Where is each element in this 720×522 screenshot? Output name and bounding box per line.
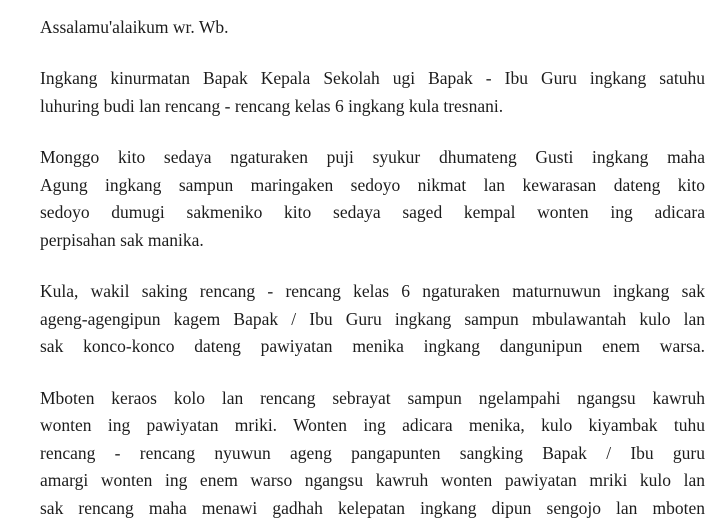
- paragraph-line: Agung ingkang sampun maringaken sedoyo nikmat lan kewarasan dateng kito: [40, 174, 705, 195]
- paragraph-line: ageng-agengipun kagem Bapak / Ibu Guru ingkang sampun mbulawantah kulo lan: [40, 308, 705, 329]
- paragraph-gratitude: [40, 144, 705, 254]
- paragraph-line: sedoyo dumugi sakmeniko kito sedaya saged kempal wonten ing adicara: [40, 202, 705, 222]
- paragraph-line: wonten ing pawiyatan mriki. Wonten ing adicara menika, kulo kiyambak tuhu: [40, 415, 705, 435]
- paragraph-apology: [40, 385, 705, 518]
- paragraph-thanks: [40, 278, 705, 361]
- paragraph-line: luhuring budi lan rencang - rencang kelas 6 ingkang kula tresnani.: [40, 95, 504, 116]
- paragraph-opening: [40, 65, 705, 120]
- paragraph-line: rencang - rencang nyuwun ageng pangapunten sangking Bapak / Ibu guru: [40, 442, 705, 463]
- paragraph-line: Monggo kito sedaya ngaturaken puji syukur dhumateng Gusti ingkang maha: [40, 147, 705, 167]
- paragraph-line: amargi wonten ing enem warso ngangsu kawruh wonten pawiyatan mriki kulo lan: [40, 470, 705, 490]
- paragraph-line: Ingkang kinurmatan Bapak Kepala Sekolah ugi Bapak - Ibu Guru ingkang satuhu: [40, 68, 705, 88]
- paragraph-line: perpisahan sak manika.: [40, 229, 204, 250]
- greeting: Assalamu'alaikum wr. Wb.: [40, 17, 229, 37]
- paragraph-line: sak rencang maha menawi gadhah kelepatan ingkang dipun sengojo lan mboten: [40, 497, 705, 518]
- paragraph-line: Mboten keraos kolo lan rencang sebrayat sampun ngelampahi ngangsu kawruh: [40, 387, 705, 408]
- paragraph-line: Kula, wakil saking rencang - rencang kelas 6 ngaturaken maturnuwun ingkang sak: [40, 281, 705, 301]
- paragraph-line: sak konco-konco dateng pawiyatan menika ingkang dangunipun enem warsa.: [40, 336, 705, 356]
